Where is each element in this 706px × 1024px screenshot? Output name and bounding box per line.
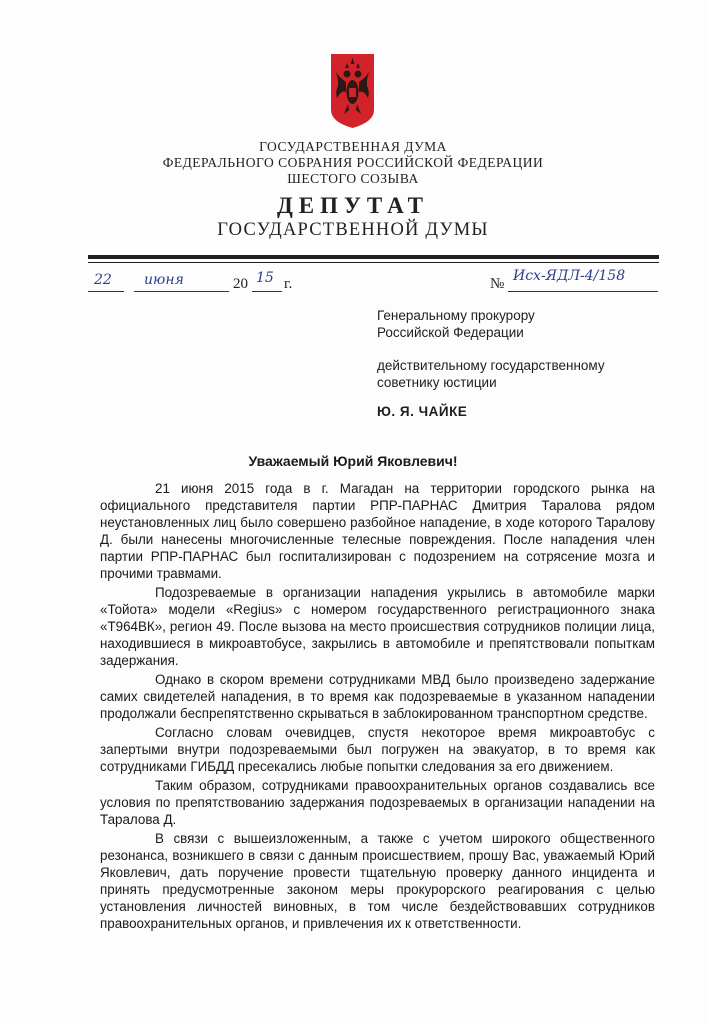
header-line-1: ГОСУДАРСТВЕННАЯ ДУМА: [259, 139, 447, 154]
addressee-line-4: советнику юстиции: [377, 375, 497, 390]
header-title: ДЕПУТАТ: [276, 193, 430, 218]
date-year-suffix: 15: [256, 270, 274, 286]
reference-underline: [508, 291, 658, 292]
addressee-line-1: Генеральному прокурору: [377, 308, 535, 323]
paragraph: Однако в скором времени сотрудниками МВД было произведено задержание самих свидетелей нападения, в то время как подозреваемые в указанном нападении продолжали беспрепятственно скрываться в заблокированном транспортном средстве.: [100, 672, 655, 721]
date-month: июня: [144, 272, 184, 288]
date-suffix: г.: [284, 276, 293, 292]
addressee-line-3: действительному государственному: [377, 358, 605, 373]
date-month-underline: [134, 291, 229, 292]
paragraph: Согласно словам очевидцев, спустя некоторое время микроавтобус с запертыми внутри подозреваемыми был погружен на эвакуатор, в то время как сотрудниками ГИБДД пресекались любые попытки следования за его движением.: [100, 725, 655, 774]
addressee-line-2: Российской Федерации: [377, 325, 524, 340]
addressee-name: Ю. Я. ЧАЙКЕ: [377, 404, 468, 419]
date-year-underline: [252, 291, 282, 292]
date-day-underline: [88, 291, 124, 292]
date-year-prefix: 20: [233, 276, 248, 292]
header-subtitle: ГОСУДАРСТВЕННОЙ ДУМЫ: [217, 220, 489, 240]
header-line-2: ФЕДЕРАЛЬНОГО СОБРАНИЯ РОССИЙСКОЙ ФЕДЕРАЦИИ: [162, 155, 544, 170]
paragraph: В связи с вышеизложенным, а также с учетом широкого общественного резонанса, возникшего в связи с данным происшествием, прошу Вас, уважаемый Юрий Яковлевич, дать поручение провести тщательную проверку данного инцидента и принять предусмотренные законом меры прокурорского реагирования с целью установления личностей виновных, в том числе бездействовавших сотрудников правоохранительных органов, и привлечения их к ответственности.: [100, 831, 655, 931]
reference-number: Исх-ЯДЛ-4/158: [513, 268, 626, 284]
paragraph: Таким образом, сотрудниками правоохранительных органов создавались все условия по препятствованию задержания подозреваемых в организации нападении на Таралова Д.: [100, 778, 655, 827]
coat-of-arms-icon: [329, 52, 376, 130]
reference-label: №: [490, 276, 505, 292]
addressee-block-1: [377, 307, 535, 341]
paragraph: 21 июня 2015 года в г. Магадан на территории городского рынка на официального представителя партии РПР-ПАРНАС Дмитрия Таралова рядом неустановленных лиц было совершено разбойное нападение, в ходе которого Таралову Д. были нанесены многочисленные телесные повреждения. После нападения член партии РПР-ПАРНАС был госпитализирован с подозрением на сотрясение мозга и прочими травмами.: [100, 481, 655, 581]
addressee-block-2: [377, 357, 605, 391]
header-divider-thin: [88, 262, 659, 263]
date-day: 22: [94, 272, 112, 288]
header-line-3: ШЕСТОГО СОЗЫВА: [287, 171, 419, 186]
letter-body: [100, 480, 655, 934]
paragraph: Подозреваемые в организации нападения укрылись в автомобиле марки «Тойота» модели «Regius» с номером государственного регистрационного знака «Т964ВК», регион 49. После вызова на место происшествия сотрудников полиции лица, находившиеся в микроавтобусе, закрылись в автомобиле и препятствовали попыткам задержания.: [100, 585, 655, 668]
header-divider-thick: [88, 255, 659, 259]
greeting: Уважаемый Юрий Яковлевич!: [248, 453, 458, 469]
